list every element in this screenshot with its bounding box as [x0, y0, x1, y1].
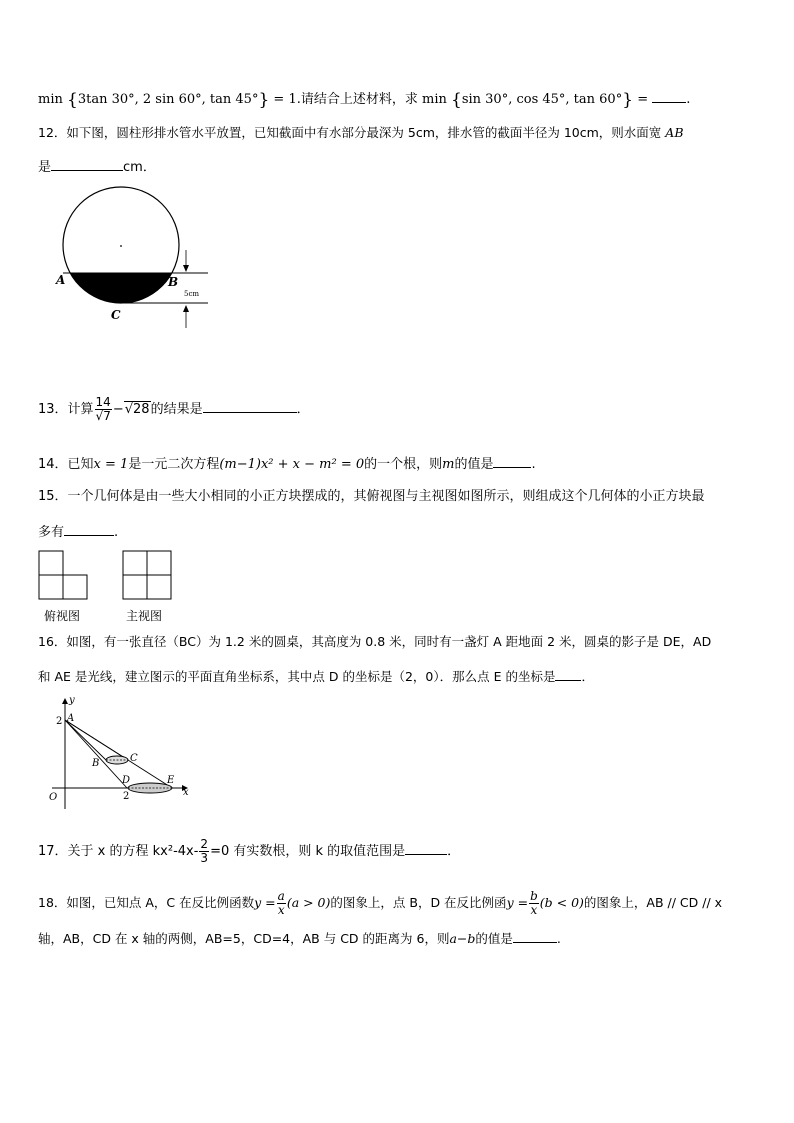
top-view-label: 俯视图 — [44, 609, 81, 623]
svg-text:C: C — [130, 753, 138, 764]
fraction-b-x: $\frac{b}{x}$ — [530, 889, 538, 917]
front-view-label: 主视图 — [126, 609, 163, 623]
table-shadow-figure — [48, 692, 198, 812]
q17-line: 17．关于 x 的方程 kx²-4x- $\frac{2}{3}$ =0 有实数根，则 k 的取值范围是 ． — [38, 837, 461, 865]
q14-line: 14．已知x = 1是一元二次方程(m−1)x² + x − m² = 0的一个根，则m的值是 . — [38, 457, 536, 472]
svg-text:2: 2 — [56, 716, 63, 727]
q11-set1: 3tan 30°, 2 sin 60°, tan 45° — [77, 92, 259, 107]
q15-line2: 多有 . — [38, 525, 119, 540]
label-b: B — [168, 275, 179, 289]
answer-blank[interactable] — [64, 523, 114, 536]
answer-blank[interactable] — [405, 842, 447, 855]
q16-line1: 16．如图，有一张直径（BC）为 1.2 米的圆桌，其高度为 0.8 米，同时有一盏灯 A 距地面 2 米，圆桌的影子是 DE，AD — [38, 634, 712, 649]
svg-text:O: O — [49, 792, 58, 803]
answer-blank[interactable] — [555, 668, 581, 681]
svg-text:B: B — [92, 758, 100, 769]
svg-text:D: D — [122, 775, 131, 786]
answer-blank[interactable] — [51, 158, 123, 171]
fraction-2-3: $\frac{2}{3}$ — [200, 837, 209, 865]
answer-blank[interactable] — [513, 930, 557, 943]
svg-text:2: 2 — [123, 791, 130, 802]
label-depth: 5cm — [184, 290, 200, 298]
answer-blank[interactable] — [652, 90, 686, 103]
q11-tail-line: min {3tan 30°, 2 sin 60°, tan 45°} = 1.请结合上述材料，求 min {sin 30°, cos 45°, tan 60°} = . — [38, 90, 691, 110]
q13-line: 13．计算 $\frac{14}{√7}$ −√28的结果是 ． — [38, 395, 310, 423]
q18-line1: 18．如图，已知点 A，C 在反比例函数y = $\frac{a}{x}$ (a > 0)的图象上，点 B，D 在反比例函y = $\frac{b}{x}$ (b < 0)的图象上，AB // CD // x — [38, 889, 723, 917]
answer-blank[interactable] — [203, 400, 297, 413]
q12-line2: 是 cm． — [38, 160, 156, 175]
svg-text:x: x — [183, 787, 189, 798]
front-view-figure — [122, 550, 174, 602]
fraction-a-x: $\frac{a}{x}$ — [277, 889, 285, 917]
top-view-figure — [38, 550, 90, 602]
q15-line1: 15．一个几何体是由一些大小相同的小正方块摆成的，其俯视图与主视图如图所示，则组成这个几何体的小正方块最 — [38, 489, 705, 504]
svg-text:A: A — [67, 713, 75, 724]
q12-line1: 12．如下图，圆柱形排水管水平放置，已知截面中有水部分最深为 5cm，排水管的截面半径为 10cm，则水面宽 AB — [38, 125, 684, 140]
q18-line2: 轴，AB，CD 在 x 轴的两侧，AB=5，CD=4，AB 与 CD 的距离为 6，则a−b的值是 . — [38, 931, 561, 946]
q16-line2: 和 AE 是光线，建立图示的平面直角坐标系，其中点 D 的坐标是（2，0）．那么点 E 的坐标是 ． — [38, 669, 594, 684]
answer-blank[interactable] — [493, 455, 531, 468]
pipe-cross-section-figure — [50, 185, 220, 345]
fraction-14-sqrt7: $\frac{14}{√7}$ — [95, 395, 111, 423]
label-a: A — [56, 273, 66, 287]
svg-text:E: E — [167, 775, 175, 786]
q11-set2: sin 30°, cos 45°, tan 60° — [461, 92, 623, 107]
svg-text:y: y — [69, 695, 75, 706]
label-c: C — [111, 308, 121, 322]
